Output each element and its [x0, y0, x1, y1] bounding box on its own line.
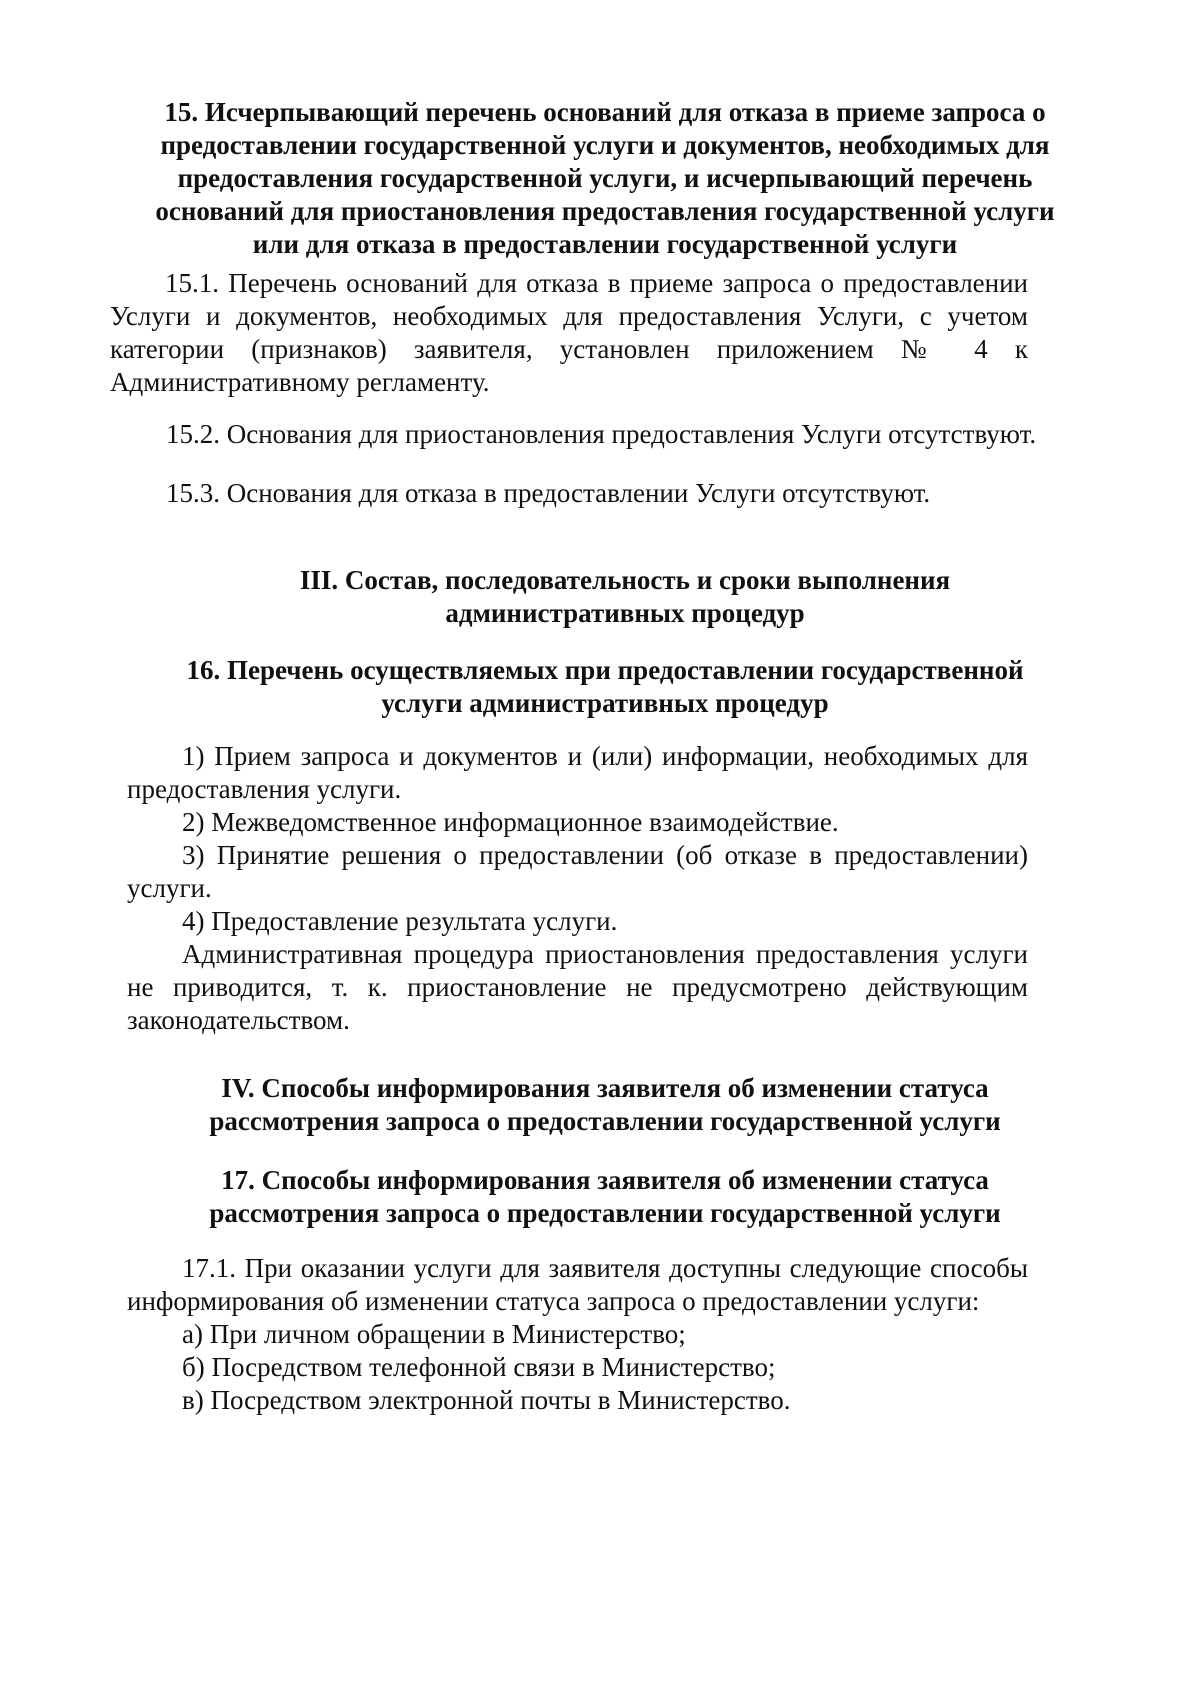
heading-line: или для отказа в предоставлении государственной услуги	[252, 229, 958, 259]
list-item: 3) Принятие решения о предоставлении (об отказе в предоставлении) услуги.	[127, 840, 1028, 903]
section-15-heading	[150, 96, 1060, 261]
heading-line: 17. Способы информирования заявителя об изменении статуса	[221, 1165, 989, 1195]
heading-line: административных процедур	[445, 598, 805, 628]
list-item: 4) Предоставление результата услуги.	[182, 906, 618, 936]
heading-line: III. Состав, последовательность и сроки выполнения	[299, 565, 951, 595]
heading-line: предоставления государственной услуги, и исчерпывающий перечень	[177, 163, 1033, 193]
list-item: б) Посредством телефонной связи в Министерство;	[182, 1352, 776, 1382]
list-item: 2) Межведомственное информационное взаимодействие.	[182, 807, 839, 837]
section-16-heading	[150, 654, 1060, 720]
section-17-heading	[150, 1164, 1060, 1230]
section-3-heading	[250, 564, 1000, 630]
heading-line: услуги административных процедур	[381, 688, 829, 718]
section-17-body	[127, 1252, 1028, 1417]
paragraph-text: 15.1. Перечень оснований для отказа в приеме запроса о предоставлении Услуги и документов, необходимых для предоставления Услуги, с учетом категории (признаков) заявителя, установлен приложением № 4 к Административному регламенту.	[110, 268, 1028, 397]
paragraph-15-1	[110, 267, 1028, 399]
list-item: а) При личном обращении в Министерство;	[182, 1319, 686, 1349]
list-item: в) Посредством электронной почты в Министерство.	[182, 1385, 791, 1415]
heading-line: оснований для приостановления предоставления государственной услуги	[155, 196, 1055, 226]
list-item: 17.1. При оказании услуги для заявителя доступны следующие способы информирования об изменении статуса запроса о предоставлении услуги:	[127, 1253, 1028, 1316]
section-4-heading	[150, 1072, 1060, 1138]
heading-line: 15. Исчерпывающий перечень оснований для отказа в приеме запроса о	[164, 97, 1046, 127]
paragraph-15-3: 15.3. Основания для отказа в предоставлении Услуги отсутствуют.	[166, 478, 931, 508]
list-item: 1) Прием запроса и документов и (или) информации, необходимых для предоставления услуги.	[127, 741, 1028, 804]
heading-line: предоставлении государственной услуги и документов, необходимых для	[160, 130, 1050, 160]
list-item: Административная процедура приостановления предоставления услуги не приводится, т. к. приостановление не предусмотрено действующим законодательством.	[127, 939, 1028, 1035]
heading-line: рассмотрения запроса о предоставлении государственной услуги	[209, 1106, 1001, 1136]
section-16-body	[127, 740, 1028, 1037]
heading-line: IV. Способы информирования заявителя об изменении статуса	[221, 1073, 989, 1103]
heading-line: рассмотрения запроса о предоставлении государственной услуги	[209, 1198, 1001, 1228]
paragraph-15-2: 15.2. Основания для приостановления предоставления Услуги отсутствуют.	[166, 419, 1037, 449]
heading-line: 16. Перечень осуществляемых при предоставлении государственной	[186, 655, 1024, 685]
